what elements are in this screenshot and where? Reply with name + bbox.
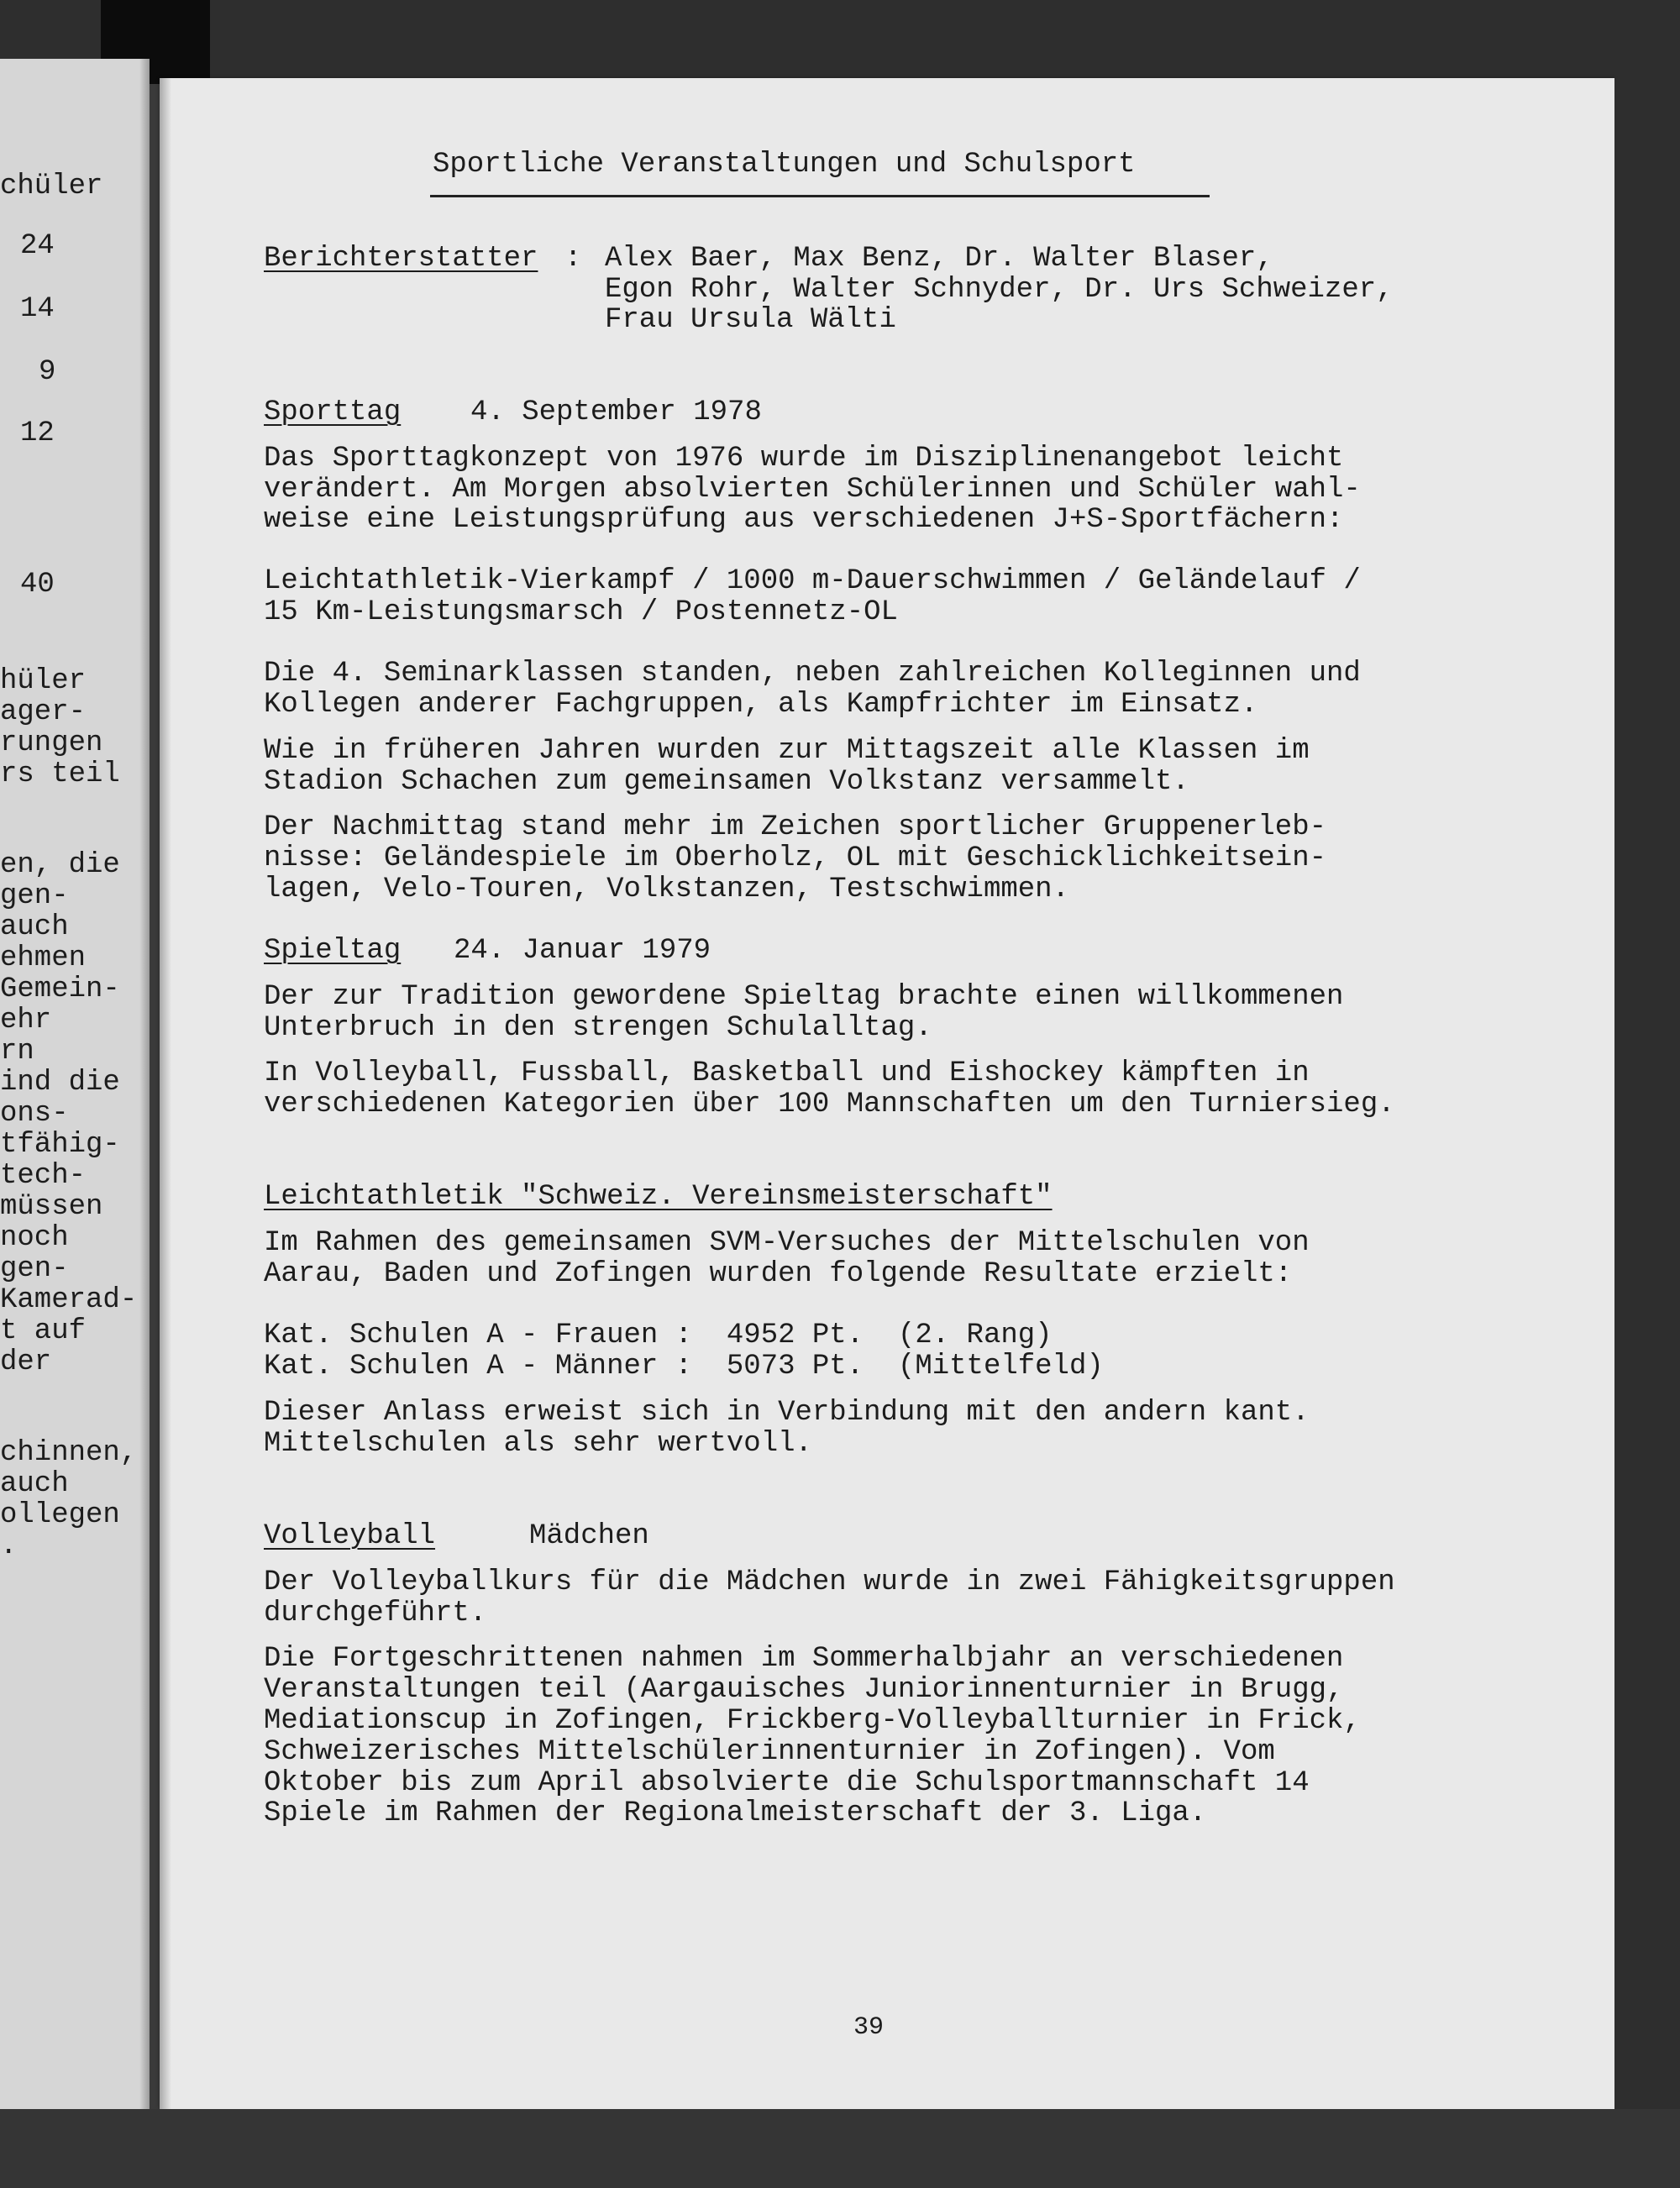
facing-page-line: tech- bbox=[0, 1160, 87, 1192]
spieltag-date: 24. Januar 1979 bbox=[454, 935, 711, 967]
facing-page-line: gen- bbox=[0, 1253, 69, 1285]
reporters-line: Alex Baer, Max Benz, Dr. Walter Blaser, bbox=[605, 243, 1273, 275]
reporters-label: Berichterstatter bbox=[264, 243, 538, 275]
scan-background-bottom bbox=[0, 2109, 1680, 2188]
paragraph-line: verschiedenen Kategorien über 100 Mannschaften um den Turniersieg. bbox=[264, 1089, 1395, 1120]
facing-page-line: 9 bbox=[39, 356, 56, 388]
title-underline bbox=[430, 195, 1210, 197]
paragraph-line: Der Nachmittag stand mehr im Zeichen sportlicher Gruppenerleb- bbox=[264, 811, 1327, 843]
paragraph-line: Im Rahmen des gemeinsamen SVM-Versuches der Mittelschulen von bbox=[264, 1227, 1310, 1259]
disciplines-line: Leichtathletik-Vierkampf / 1000 m-Dauerschwimmen / Geländelauf / bbox=[264, 565, 1361, 597]
facing-page-line: ehr bbox=[0, 1005, 52, 1036]
paragraph-line: Das Sporttagkonzept von 1976 wurde im Disziplinenangebot leicht bbox=[264, 443, 1344, 475]
paragraph-line: verändert. Am Morgen absolvierten Schülerinnen und Schüler wahl- bbox=[264, 474, 1361, 506]
paragraph-line: Veranstaltungen teil (Aargauisches Juniorinnenturnier in Brugg, bbox=[264, 1674, 1344, 1706]
page-title: Sportliche Veranstaltungen und Schulsport bbox=[433, 149, 1136, 181]
paragraph-line: Der zur Tradition gewordene Spieltag brachte einen willkommenen bbox=[264, 981, 1344, 1013]
facing-page-line: 12 bbox=[20, 417, 55, 449]
facing-page-line: 24 bbox=[20, 230, 55, 262]
section-heading-volleyball: Volleyball bbox=[264, 1520, 436, 1552]
facing-page-line: en, die bbox=[0, 849, 120, 881]
paragraph-line: Stadion Schachen zum gemeinsamen Volkstanz versammelt. bbox=[264, 766, 1189, 798]
volleyball-subheading: Mädchen bbox=[529, 1520, 649, 1552]
paragraph-line: Oktober bis zum April absolvierte die Schulsportmannschaft 14 bbox=[264, 1767, 1310, 1799]
facing-page-line: Gemein- bbox=[0, 973, 120, 1005]
facing-page bbox=[0, 59, 150, 2188]
paragraph-line: lagen, Velo-Touren, Volkstanzen, Testschwimmen. bbox=[264, 874, 1069, 905]
facing-page-line: chinnen, bbox=[0, 1437, 138, 1469]
facing-page-line: ons- bbox=[0, 1098, 69, 1130]
paragraph-line: In Volleyball, Fussball, Basketball und Eishockey kämpften in bbox=[264, 1057, 1310, 1089]
page-edge-shadow bbox=[160, 78, 171, 2109]
facing-page-line: . bbox=[0, 1530, 18, 1562]
reporters-line: Frau Ursula Wälti bbox=[605, 304, 896, 336]
paragraph-line: Dieser Anlass erweist sich in Verbindung mit den andern kant. bbox=[264, 1397, 1310, 1429]
paragraph-line: Mittelschulen als sehr wertvoll. bbox=[264, 1428, 812, 1460]
facing-page-line: rn bbox=[0, 1036, 34, 1068]
facing-page-line: 14 bbox=[20, 293, 55, 325]
result-line: Kat. Schulen A - Frauen : 4952 Pt. (2. Rang) bbox=[264, 1320, 1053, 1351]
facing-page-line: auch bbox=[0, 1468, 69, 1500]
paragraph-line: Die Fortgeschrittenen nahmen im Sommerhalbjahr an verschiedenen bbox=[264, 1643, 1344, 1675]
reporters-line: Egon Rohr, Walter Schnyder, Dr. Urs Schweizer, bbox=[605, 274, 1394, 306]
reporters-colon: : bbox=[564, 243, 582, 275]
facing-page-line: Kamerad- bbox=[0, 1284, 138, 1316]
paragraph-line: Unterbruch in den strengen Schulalltag. bbox=[264, 1012, 932, 1044]
facing-page-line: rs teil bbox=[0, 758, 120, 790]
paragraph-line: durchgeführt. bbox=[264, 1598, 487, 1629]
section-heading-spieltag: Spieltag bbox=[264, 935, 402, 967]
facing-page-line: ehmen bbox=[0, 942, 87, 974]
scan-background bbox=[0, 0, 1680, 80]
facing-page-line: ollegen bbox=[0, 1499, 120, 1531]
facing-page-line: rungen bbox=[0, 727, 103, 759]
page-gutter bbox=[139, 59, 150, 2188]
facing-page-line: t auf bbox=[0, 1315, 87, 1347]
facing-page-line: tfähig- bbox=[0, 1129, 120, 1161]
scan-background-right bbox=[1614, 78, 1680, 2109]
paragraph-line: Schweizerisches Mittelschülerinnenturnier in Zofingen). Vom bbox=[264, 1736, 1275, 1768]
paragraph-line: weise eine Leistungsprüfung aus verschiedenen J+S-Sportfächern: bbox=[264, 504, 1344, 536]
facing-page-line: gen- bbox=[0, 880, 69, 912]
facing-page-line: hüler bbox=[0, 665, 87, 697]
facing-page-line: chüler bbox=[0, 171, 103, 202]
paragraph-line: Spiele im Rahmen der Regionalmeisterschaft der 3. Liga. bbox=[264, 1797, 1207, 1829]
facing-page-line: 40 bbox=[20, 569, 55, 601]
section-heading-sporttag: Sporttag bbox=[264, 396, 402, 428]
paragraph-line: Mediationscup in Zofingen, Frickberg-Volleyballturnier in Frick, bbox=[264, 1705, 1361, 1737]
facing-page-line: auch bbox=[0, 911, 69, 943]
facing-page-line: ager- bbox=[0, 696, 87, 728]
paragraph-line: Die 4. Seminarklassen standen, neben zahlreichen Kolleginnen und bbox=[264, 658, 1361, 690]
disciplines-line: 15 Km-Leistungsmarsch / Postennetz-OL bbox=[264, 596, 898, 628]
page-number: 39 bbox=[853, 2013, 885, 2042]
facing-page-line: müssen bbox=[0, 1191, 103, 1223]
facing-page-line: noch bbox=[0, 1222, 69, 1254]
section-heading-leichtathletik: Leichtathletik "Schweiz. Vereinsmeisterschaft" bbox=[264, 1181, 1053, 1213]
result-line: Kat. Schulen A - Männer : 5073 Pt. (Mittelfeld) bbox=[264, 1351, 1104, 1383]
paragraph-line: Kollegen anderer Fachgruppen, als Kampfrichter im Einsatz. bbox=[264, 689, 1258, 721]
sporttag-date: 4. September 1978 bbox=[470, 396, 762, 428]
paragraph-line: Wie in früheren Jahren wurden zur Mittagszeit alle Klassen im bbox=[264, 735, 1310, 767]
facing-page-line: der bbox=[0, 1346, 52, 1378]
facing-page-line: ind die bbox=[0, 1067, 120, 1099]
paragraph-line: Aarau, Baden und Zofingen wurden folgende Resultate erzielt: bbox=[264, 1258, 1293, 1290]
paragraph-line: nisse: Geländespiele im Oberholz, OL mit Geschicklichkeitsein- bbox=[264, 842, 1327, 874]
paragraph-line: Der Volleyballkurs für die Mädchen wurde in zwei Fähigkeitsgruppen bbox=[264, 1566, 1395, 1598]
